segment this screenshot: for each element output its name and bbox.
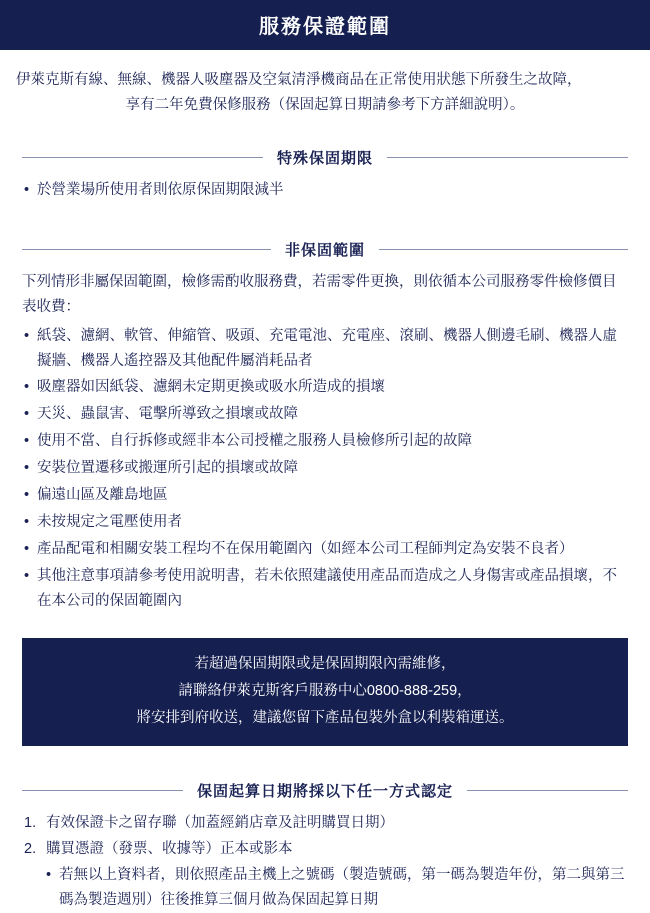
list-item: • 安裝位置遷移或搬運所引起的損壞或故障 (22, 456, 628, 481)
intro-line-1: 伊萊克斯有線、無線、機器人吸塵器及空氣清淨機商品在正常使用狀態下所發生之故障， (16, 72, 582, 88)
list-item: • 天災、蟲鼠害、電擊所導致之損壞或故障 (22, 402, 628, 427)
start-date-numbered-list (22, 811, 628, 862)
heading-rule-right (387, 157, 628, 158)
page-title-banner (0, 0, 650, 50)
list-item: • 偏遠山區及離島地區 (22, 483, 628, 508)
heading-rule-right (467, 790, 628, 791)
contact-line-1: 若超過保固期限或是保固期限內需維修， (194, 655, 456, 672)
section-title-special-period: 特殊保固期限 (277, 149, 374, 167)
list-item: 有效保證卡之留存聯（加蓋經銷店章及註明購買日期） (46, 815, 394, 832)
contact-line-2: 請聯絡伊萊克斯客戶服務中心0800-888-259， (178, 682, 472, 699)
list-item: • 於營業場所使用者則依原保固期限減半 (22, 178, 628, 203)
list-item: 購買憑證（發票、收據等）正本或影本 (46, 841, 293, 858)
section-heading-special-period (22, 147, 628, 168)
section-title-start-date: 保固起算日期將採以下任一方式認定 (197, 783, 454, 801)
list-item: • 吸塵器如因紙袋、濾網未定期更換或吸水所造成的損壞 (22, 375, 628, 400)
spacer (0, 746, 650, 766)
contact-line-3: 將安排到府收送，建議您留下產品包裝外盒以利裝箱運送。 (136, 709, 514, 726)
heading-rule-left (22, 249, 271, 250)
list-item: • 使用不當、自行拆修或經非本公司授權之服務人員檢修所引起的故障 (22, 429, 628, 454)
start-date-sub-list (22, 863, 628, 913)
contact-block (22, 638, 628, 746)
section-title-exclusions: 非保固範圍 (285, 241, 366, 259)
list-item: • 其他注意事項請參考使用說明書，若未依照建議使用產品而造成之人身傷害或產品損壞，不在本公司的保固範圍內 (22, 564, 628, 614)
intro-paragraph (0, 50, 650, 123)
section-exclusions (22, 239, 628, 614)
list-item: • 未按規定之電壓使用者 (22, 510, 628, 535)
exclusions-intro: 下列情形非屬保固範圍，檢修需酌收服務費，若需零件更換，則依循本公司服務零件檢修價目表收費： (22, 273, 617, 315)
exclusions-list (22, 324, 628, 614)
section-start-date (22, 780, 628, 913)
spacer (0, 123, 650, 133)
page-title: 服務保證範圍 (259, 16, 391, 38)
list-item: • 紙袋、濾網、軟管、伸縮管、吸頭、充電電池、充電座、滾刷、機器人側邊毛刷、機器人虛擬牆、機器人遙控器及其他配件屬消耗品者 (22, 324, 628, 374)
section-special-period (22, 147, 628, 203)
list-item: • 產品配電和相關安裝工程均不在保用範圍內（如經本公司工程師判定為安裝不良者） (22, 537, 628, 562)
intro-line-2: 享有二年免費保修服務（保固起算日期請參考下方詳細說明）。 (125, 97, 525, 114)
heading-rule-right (379, 249, 628, 250)
spacer (0, 205, 650, 225)
heading-rule-left (22, 157, 263, 158)
section-heading-start-date (22, 780, 628, 801)
section-heading-exclusions (22, 239, 628, 260)
list-item: • 若無以上資料者，則依照產品主機上之號碼（製造號碼，第一碼為製造年份，第二與第三碼為製造週別）往後推算三個月做為保固起算日期 (44, 863, 628, 913)
heading-rule-left (22, 790, 183, 791)
special-period-list (22, 178, 628, 203)
